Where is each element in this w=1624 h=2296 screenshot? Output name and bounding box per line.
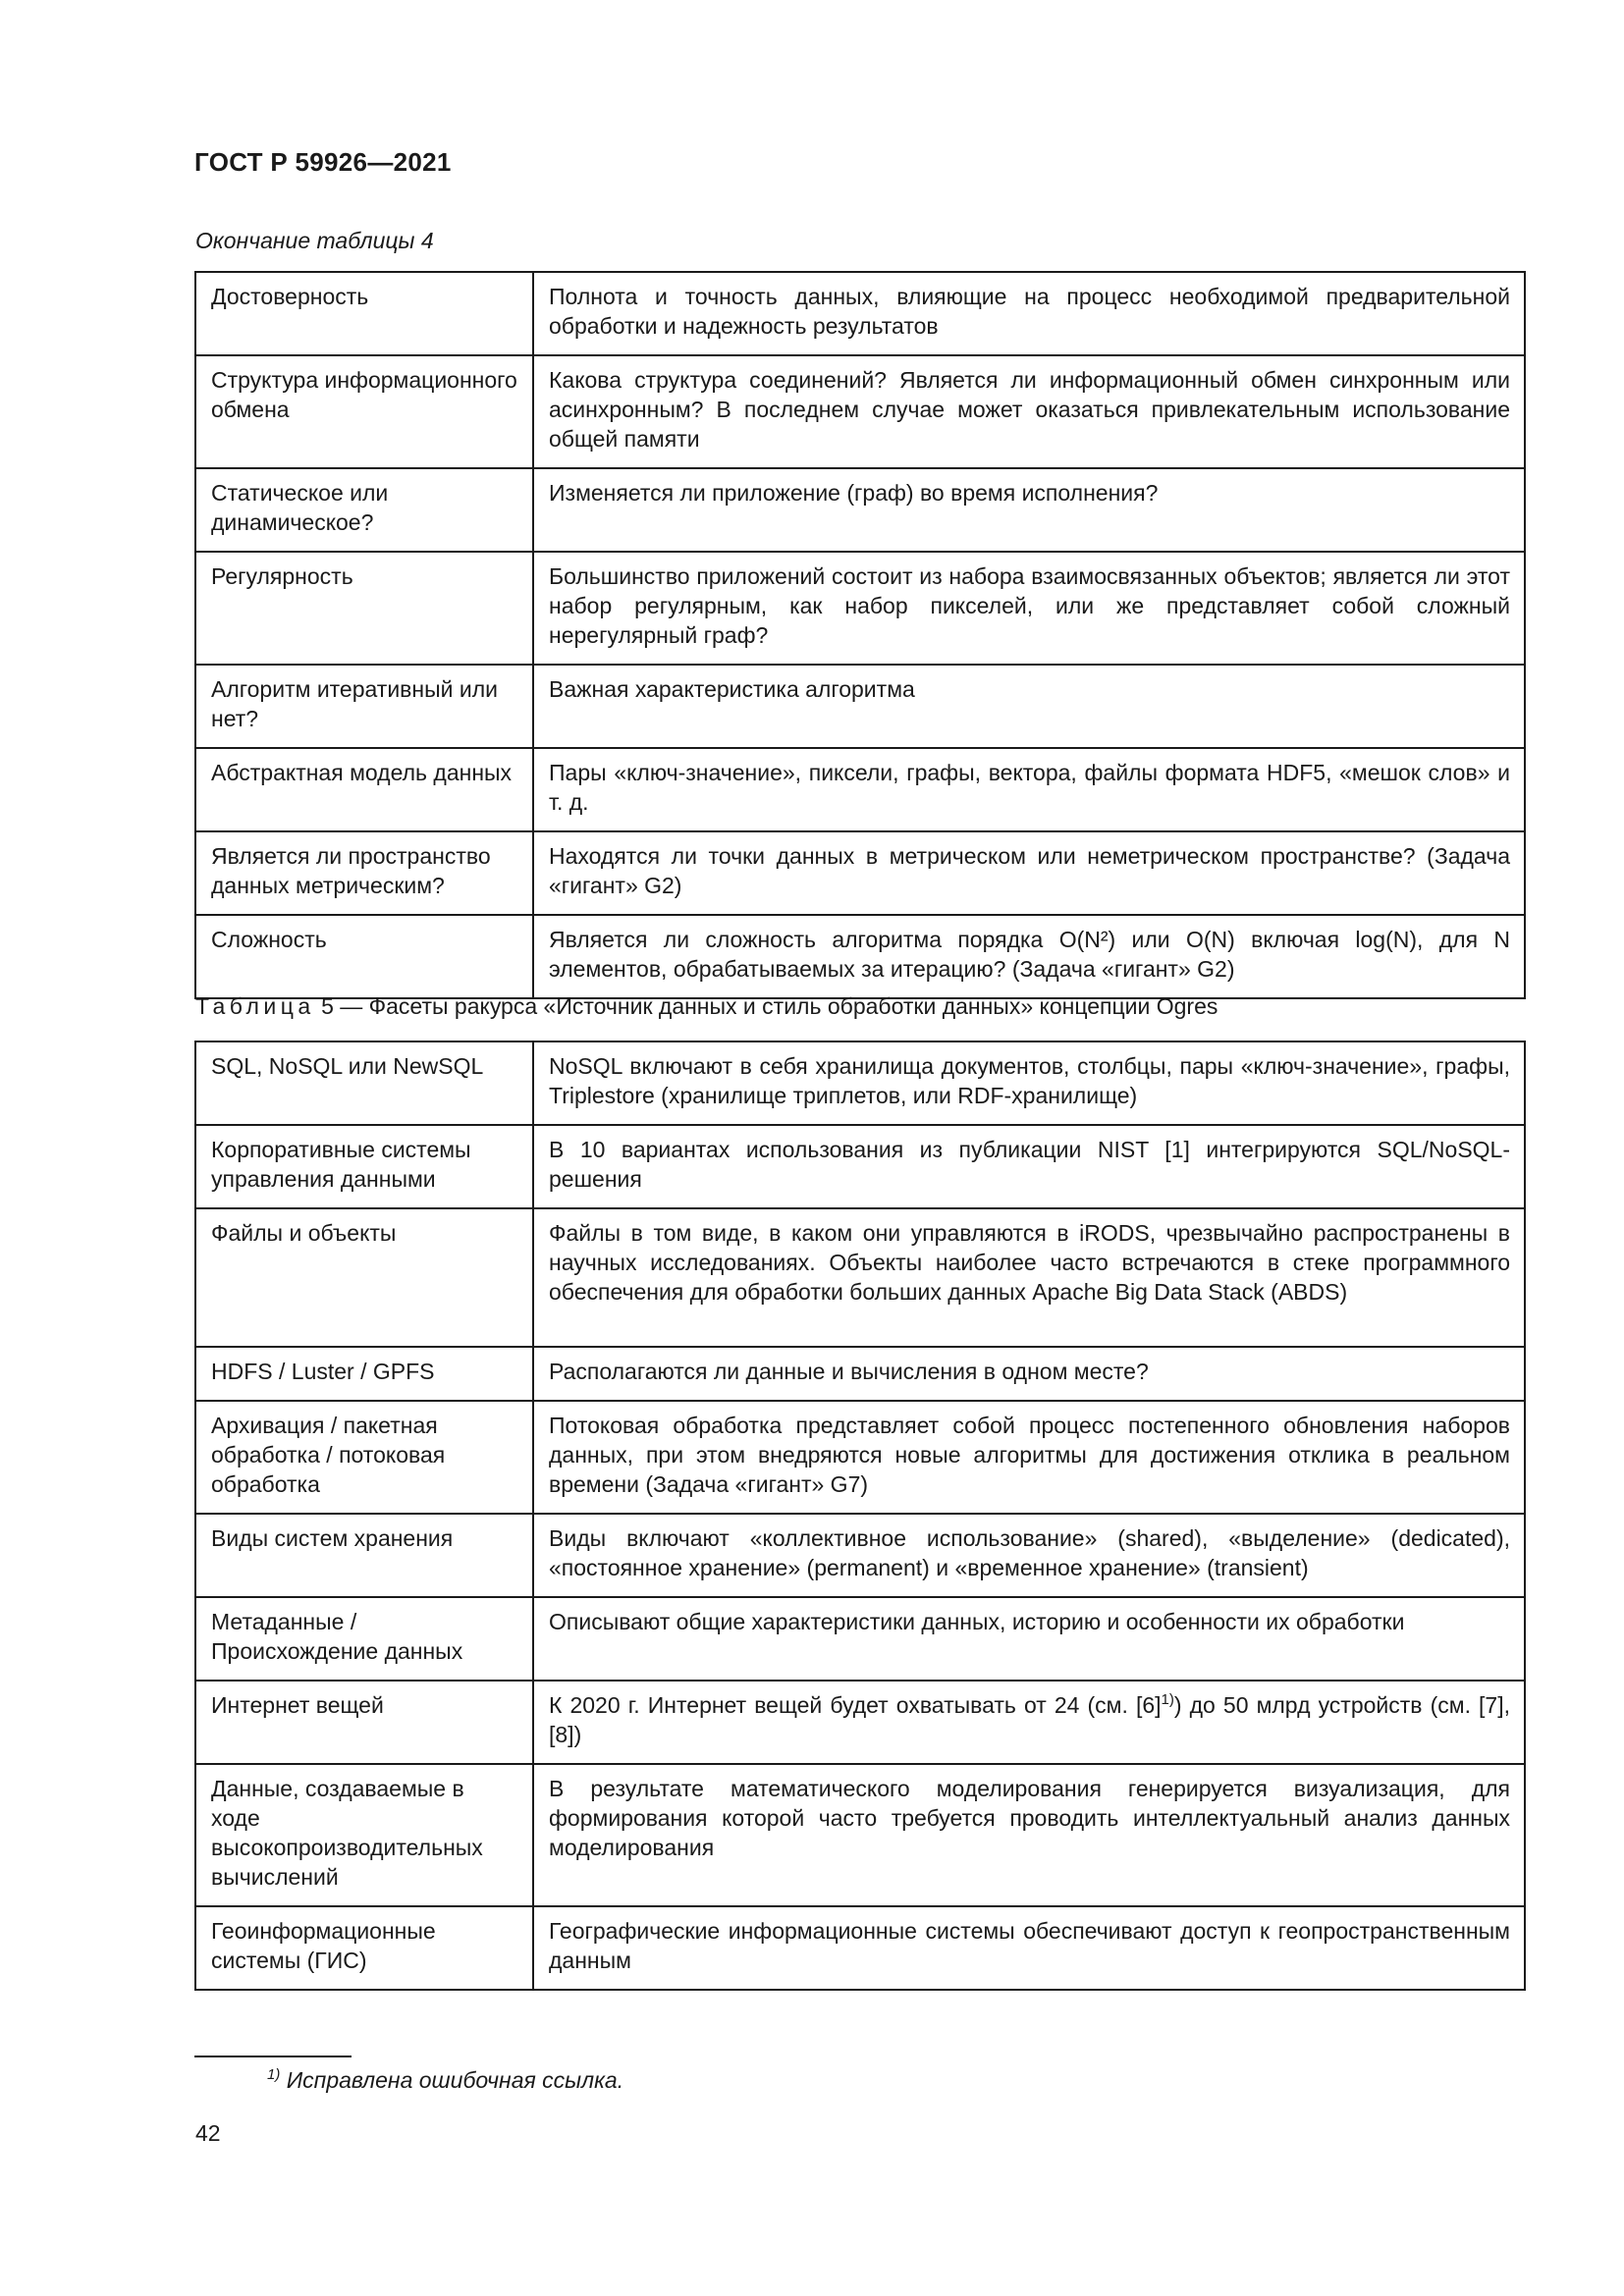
facet-cell: Алгоритм итеративный или нет? [195,665,533,748]
description-cell: Потоковая обработка представляет собой процесс постепенного обновления наборов данных, при этом внедряются новые алгоритмы для достижения отклика в реальном времени (Задача «гигант» G7) [533,1401,1525,1514]
description-cell: В результате математического моделирования генерируется визуализация, для формирования которой часто требуется проводить интеллектуальный анализ данных моделирования [533,1764,1525,1906]
description-cell: Виды включают «коллективное использование» (shared), «выделение» (dedicated), «постоянное хранение» (permanent) и «временное хранение» (transient) [533,1514,1525,1597]
table-row [195,1764,1525,1906]
facet-cell: Виды систем хранения [195,1514,533,1597]
facet-cell: Является ли пространство данных метрическим? [195,831,533,915]
table-row [195,272,1525,355]
description-cell: Находятся ли точки данных в метрическом или неметрическом пространстве? (Задача «гигант» G2) [533,831,1525,915]
facet-cell: Статическое или динамическое? [195,468,533,552]
facet-cell: HDFS / Luster / GPFS [195,1347,533,1401]
facet-cell: Корпоративные системы управления данными [195,1125,533,1208]
facet-cell: Архивация / пакетная обработка / потоковая обработка [195,1401,533,1514]
description-cell: Изменяется ли приложение (граф) во время исполнения? [533,468,1525,552]
table-5 [194,1041,1526,1991]
description-text: ) до 50 млрд устройств (см. [7], [8]) [549,1692,1510,1747]
table-row [195,1681,1525,1764]
table-row [195,748,1525,831]
facet-cell: Геоинформационные системы (ГИС) [195,1906,533,1990]
table-row [195,552,1525,665]
facet-cell: Данные, создаваемые в ходе высокопроизводительных вычислений [195,1764,533,1906]
footnote-ref: 1) [1161,1691,1174,1708]
table-row [195,665,1525,748]
page-number: 42 [195,2120,221,2146]
description-cell [533,1681,1525,1764]
description-cell: Описывают общие характеристики данных, историю и особенности их обработки [533,1597,1525,1681]
description-cell: В 10 вариантах использования из публикации NIST [1] интегрируются SQL/NoSQL-решения [533,1125,1525,1208]
table-row [195,1906,1525,1990]
facet-cell: Структура информационного обмена [195,355,533,468]
facet-cell: Интернет вещей [195,1681,533,1764]
table-row [195,468,1525,552]
table-4-continuation-caption: Окончание таблицы 4 [195,228,434,253]
facet-cell: Абстрактная модель данных [195,748,533,831]
description-cell: Полнота и точность данных, влияющие на процесс необходимой предварительной обработки и надежность результатов [533,272,1525,355]
table-row [195,1125,1525,1208]
facet-cell: Метаданные / Происхождение данных [195,1597,533,1681]
table-5-caption-text: 5 — Фасеты ракурса «Источник данных и стиль обработки данных» концепции Ogres [314,993,1218,1019]
facet-cell: Регулярность [195,552,533,665]
description-cell: Располагаются ли данные и вычисления в одном месте? [533,1347,1525,1401]
table-row [195,1208,1525,1347]
description-text: К 2020 г. Интернет вещей будет охватывать от 24 (см. [6] [549,1692,1162,1718]
description-cell: Какова структура соединений? Является ли информационный обмен синхронным или асинхронным? В последнем случае может оказаться привлекательным использование общей памяти [533,355,1525,468]
table-4 [194,271,1526,999]
facet-cell: Сложность [195,915,533,998]
table-row [195,1041,1525,1125]
document-code: ГОСТ Р 59926—2021 [194,147,452,177]
footnote [267,2067,623,2094]
footnote-text: Исправлена ошибочная ссылка. [280,2067,624,2093]
table-row [195,1347,1525,1401]
table-row [195,1597,1525,1681]
facet-cell: SQL, NoSQL или NewSQL [195,1041,533,1125]
table-row [195,915,1525,998]
description-cell: Важная характеристика алгоритма [533,665,1525,748]
footnote-marker: 1) [267,2066,281,2083]
description-cell: Является ли сложность алгоритма порядка O(N²) или O(N) включая log(N), для N элементов, обрабатываемых за итерацию? (Задача «гигант» G2) [533,915,1525,998]
table-5-caption-label: Таблица [195,993,315,1019]
table-5-caption [195,993,1218,1020]
table-row [195,1514,1525,1597]
description-cell: Большинство приложений состоит из набора взаимосвязанных объектов; является ли этот набор регулярным, как набор пикселей, или же представляет собой сложный нерегулярный граф? [533,552,1525,665]
facet-cell: Достоверность [195,272,533,355]
table-row [195,1401,1525,1514]
description-cell: NoSQL включают в себя хранилища документов, столбцы, пары «ключ-значение», графы, Triplestore (хранилище триплетов, или RDF-хранилище) [533,1041,1525,1125]
description-cell: Географические информационные системы обеспечивают доступ к геопространственным данным [533,1906,1525,1990]
footnote-divider [194,2056,352,2057]
facet-cell: Файлы и объекты [195,1208,533,1347]
description-cell: Пары «ключ-значение», пиксели, графы, вектора, файлы формата HDF5, «мешок слов» и т. д. [533,748,1525,831]
description-cell: Файлы в том виде, в каком они управляются в iRODS, чрезвычайно распространены в научных исследованиях. Объекты наиболее часто встречаются в стеке программного обеспечения для обработки больших данных Apache Big Data Stack (ABDS) [533,1208,1525,1347]
table-row [195,831,1525,915]
table-row [195,355,1525,468]
